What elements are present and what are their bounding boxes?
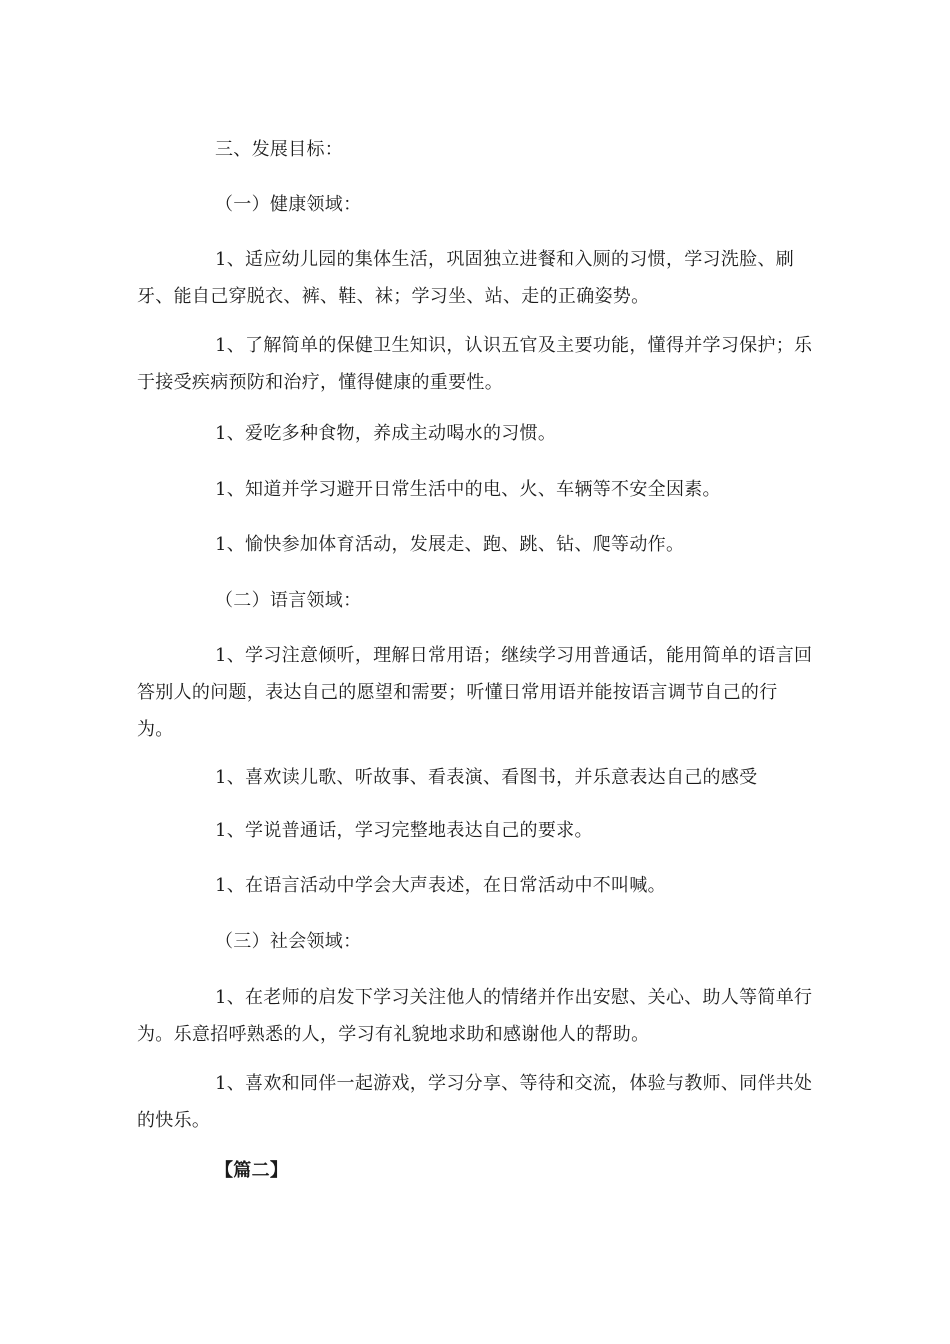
health-item-2: 1、了解简单的保健卫生知识，认识五官及主要功能，懂得并学习保护；乐于接受疾病预防和治疗，懂得健康的重要性。 [137, 335, 813, 393]
health-heading: （一）健康领域： [215, 194, 362, 215]
goals-heading: 三、发展目标： [215, 139, 344, 160]
social-heading: （三）社会领域： [215, 931, 362, 952]
language-heading: （二）语言领域： [215, 590, 362, 611]
social-item-1: 1、在老师的启发下学习关注他人的情绪并作出安慰、关心、助人等简单行为。乐意招呼熟悉的人，学习有礼貌地求助和感谢他人的帮助。 [137, 987, 813, 1045]
health-item-4: 1、知道并学习避开日常生活中的电、火、车辆等不安全因素。 [215, 479, 721, 500]
language-item-2: 1、喜欢读儿歌、听故事、看表演、看图书，并乐意表达自己的感受 [215, 767, 758, 788]
health-item-3: 1、爱吃多种食物，养成主动喝水的习惯。 [215, 423, 557, 444]
social-item-2: 1、喜欢和同伴一起游戏，学习分享、等待和交流，体验与教师、同伴共处的快乐。 [137, 1073, 813, 1131]
language-item-3: 1、学说普通话，学习完整地表达自己的要求。 [215, 820, 593, 841]
language-item-4: 1、在语言活动中学会大声表述，在日常活动中不叫喊。 [215, 875, 666, 896]
section-marker: 【篇二】 [215, 1160, 289, 1181]
health-item-5: 1、愉快参加体育活动，发展走、跑、跳、钻、爬等动作。 [215, 534, 685, 555]
health-item-1: 1、适应幼儿园的集体生活，巩固独立进餐和入厕的习惯，学习洗脸、刷牙、能自己穿脱衣、裤、鞋、袜；学习坐、站、走的正确姿势。 [137, 249, 795, 307]
language-item-1: 1、学习注意倾听，理解日常用语；继续学习用普通话，能用简单的语言回答别人的问题，表达自己的愿望和需要；听懂日常用语并能按语言调节自己的行为。 [137, 645, 813, 740]
